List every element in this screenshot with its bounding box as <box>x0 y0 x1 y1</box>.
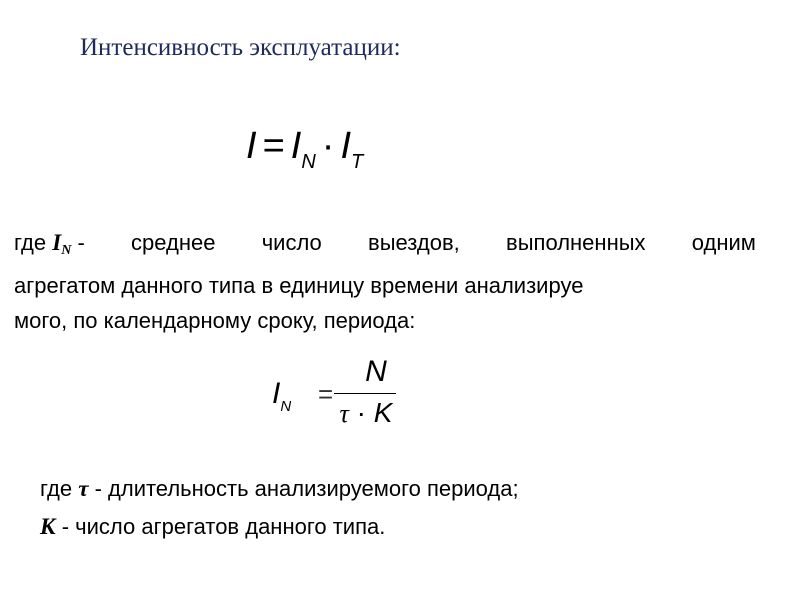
definition-in-paragraph <box>14 225 756 338</box>
fraction-numerator: N <box>365 355 387 388</box>
formula-lhs-subscript: N <box>280 398 292 415</box>
word: выполненных <box>506 230 646 255</box>
paragraph-line: мого, по календарному сроку, периода: <box>14 308 416 333</box>
intensity-formula <box>246 122 363 186</box>
fraction-denominator <box>334 397 398 430</box>
word: среднее <box>131 230 216 255</box>
k-definition-line: К - число агрегатов данного типа. <box>40 514 386 539</box>
formula-multiply-dot: · <box>321 125 335 167</box>
word: одним <box>691 230 756 255</box>
fraction-bar <box>334 393 396 394</box>
word: число <box>261 230 322 255</box>
definitions-tau-k <box>40 470 519 546</box>
tau-definition-line: где τ - длительность анализируемого периода; <box>40 476 519 501</box>
paragraph-line <box>14 225 756 268</box>
formula-equals: = <box>262 125 285 167</box>
word: выездов, <box>368 230 460 255</box>
in-fraction-formula <box>272 355 402 435</box>
formula-subscript-n: N <box>301 151 316 173</box>
formula-symbol-in: I <box>290 125 302 167</box>
slide-title: Интенсивность эксплуатации: <box>80 34 401 61</box>
tau-symbol: τ <box>339 399 349 428</box>
formula-symbol-it: I <box>340 125 351 167</box>
k-symbol: K <box>373 397 393 428</box>
formula-multiply-dot: · <box>356 397 366 428</box>
formula-lhs: $I_N$ <box>272 377 292 415</box>
bold-subscript-n: N <box>61 243 72 258</box>
paragraph-line: агрегатом данного типа в единицу времени анализируе <box>14 273 584 298</box>
bold-symbol-k: К <box>40 514 56 539</box>
formula-equals: = <box>318 379 334 409</box>
formula-symbol-i: I <box>246 125 257 167</box>
word-gde: где IN - <box>14 230 85 258</box>
formula-subscript-t: T <box>351 151 364 173</box>
bold-symbol-i: I <box>52 230 62 255</box>
bold-symbol-tau: τ <box>78 476 89 501</box>
